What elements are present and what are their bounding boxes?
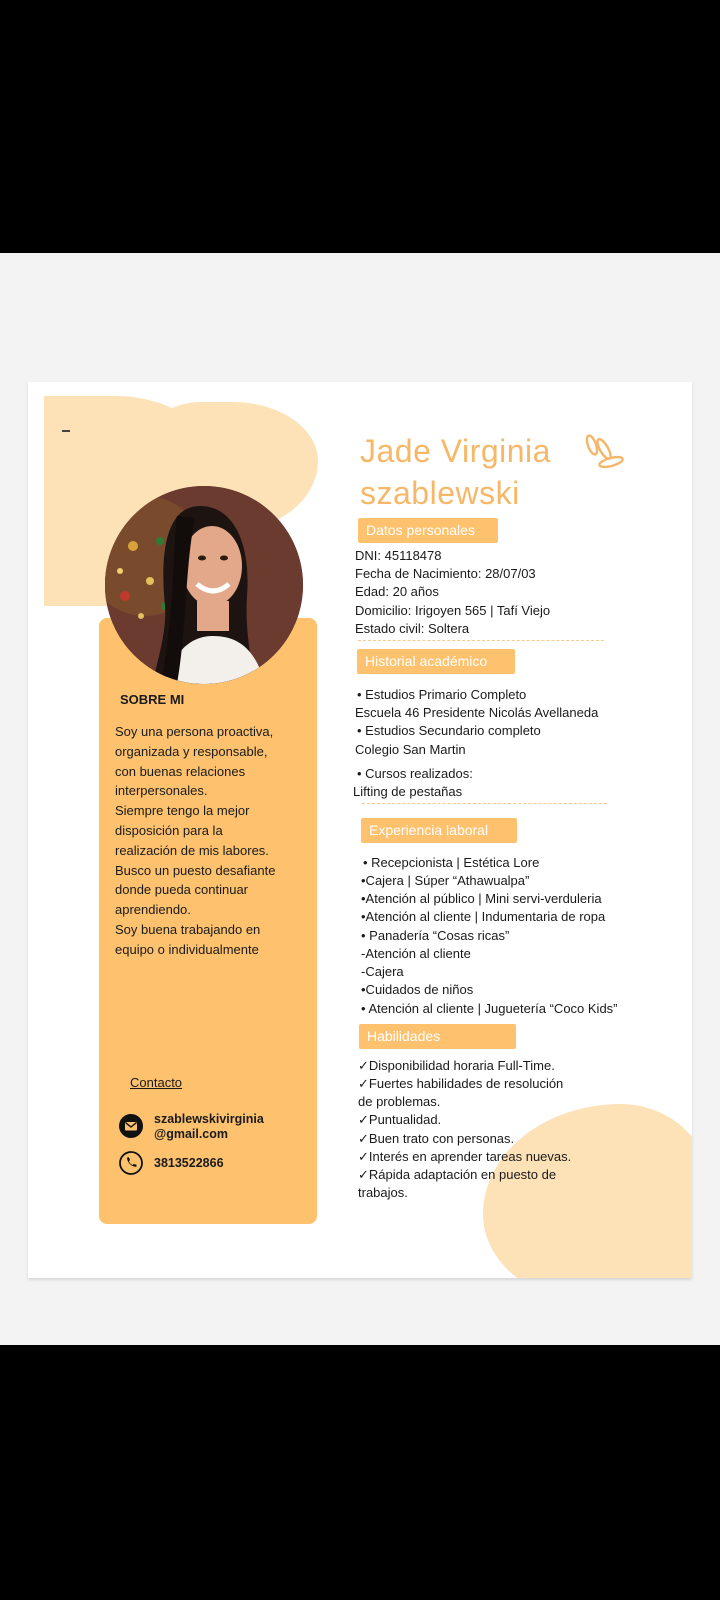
- academic-line: Colegio San Martin: [355, 742, 466, 757]
- about-line: organizada y responsable,: [115, 743, 268, 759]
- cv-page: [28, 382, 692, 1278]
- academic-line: • Estudios Secundario completo: [357, 723, 541, 738]
- email-line-2: @gmail.com: [154, 1127, 229, 1141]
- skills-heading: Habilidades: [359, 1024, 516, 1049]
- phone-icon: [119, 1151, 143, 1175]
- name-line-2: szablewski: [360, 475, 520, 511]
- skill-line: trabajos.: [358, 1185, 408, 1200]
- academic-line: • Cursos realizados:: [357, 766, 473, 781]
- about-line: Siempre tengo la mejor: [115, 803, 250, 819]
- experience-line: • Atención al cliente | Juguetería “Coco Kids”: [361, 1001, 618, 1016]
- about-line: donde pueda continuar: [115, 882, 249, 898]
- section-divider: [358, 640, 604, 641]
- about-line: equipo o individualmente: [115, 941, 259, 957]
- skill-line: ✓Disponibilidad horaria Full-Time.: [358, 1058, 555, 1073]
- skill-line: de problemas.: [358, 1094, 441, 1109]
- about-title: SOBRE MI: [120, 692, 185, 707]
- experience-heading: Experiencia laboral: [361, 818, 517, 843]
- experience-line: •Atención al público | Mini servi-verduleria: [361, 891, 602, 906]
- phone-text[interactable]: 3813522866: [154, 1156, 224, 1170]
- experience-line: •Atención al cliente | Indumentaria de ropa: [361, 909, 606, 924]
- about-line: con buenas relaciones: [115, 763, 246, 779]
- candidate-name: [360, 430, 551, 514]
- skill-line: ✓Fuertes habilidades de resolución: [358, 1076, 564, 1091]
- about-text: [115, 722, 311, 960]
- academic-line: Escuela 46 Presidente Nicolás Avellaneda: [355, 705, 599, 720]
- about-line: disposición para la: [115, 822, 223, 838]
- skill-line: ✓Interés en aprender tareas nuevas.: [358, 1149, 572, 1164]
- academic-line: • Estudios Primario Completo: [357, 687, 527, 702]
- about-line: Soy una persona proactiva,: [115, 724, 274, 739]
- about-line: interpersonales.: [115, 783, 208, 799]
- skill-line: ✓Buen trato con personas.: [358, 1131, 515, 1146]
- experience-line: • Recepcionista | Estética Lore: [363, 855, 540, 870]
- personal-line: Domicilio: Irigoyen 565 | Tafí Viejo: [355, 603, 551, 618]
- about-line: aprendiendo.: [115, 902, 191, 918]
- personal-data-heading: Datos personales: [358, 518, 498, 543]
- about-line: realización de mis labores.: [115, 842, 269, 858]
- about-line: Soy buena trabajando en: [115, 921, 261, 937]
- name-line-1: Jade Virginia: [360, 433, 551, 469]
- profile-photo-illustration: [105, 486, 303, 684]
- doodle-icon: [583, 432, 627, 474]
- section-divider: [362, 803, 607, 804]
- email-icon: [119, 1114, 143, 1138]
- personal-line: Edad: 20 años: [355, 584, 439, 599]
- experience-line: •Cuidados de niños: [361, 982, 474, 997]
- personal-line: DNI: 45118478: [355, 548, 442, 563]
- dash-mark: [62, 430, 70, 432]
- academic-line: Lifting de pestañas: [353, 784, 463, 799]
- contact-title: Contacto: [130, 1075, 183, 1090]
- profile-photo: [105, 486, 303, 684]
- email-text[interactable]: [154, 1112, 264, 1142]
- experience-line: -Cajera: [361, 964, 404, 979]
- experience-line: -Atención al cliente: [361, 946, 471, 961]
- about-line: Busco un puesto desafiante: [115, 862, 276, 878]
- experience-line: •Cajera | Súper “Athawualpa”: [361, 873, 530, 888]
- experience-line: • Panadería “Cosas ricas”: [361, 928, 510, 943]
- skill-line: ✓Puntualidad.: [358, 1112, 442, 1127]
- skill-line: ✓Rápida adaptación en puesto de: [358, 1167, 557, 1182]
- bottom-right-blob: [483, 1104, 692, 1278]
- personal-line: Estado civil: Soltera: [355, 621, 470, 636]
- email-line-1: szablewskivirginia: [154, 1112, 264, 1126]
- academic-heading: Historial académico: [357, 649, 515, 674]
- personal-line: Fecha de Nacimiento: 28/07/03: [355, 566, 536, 581]
